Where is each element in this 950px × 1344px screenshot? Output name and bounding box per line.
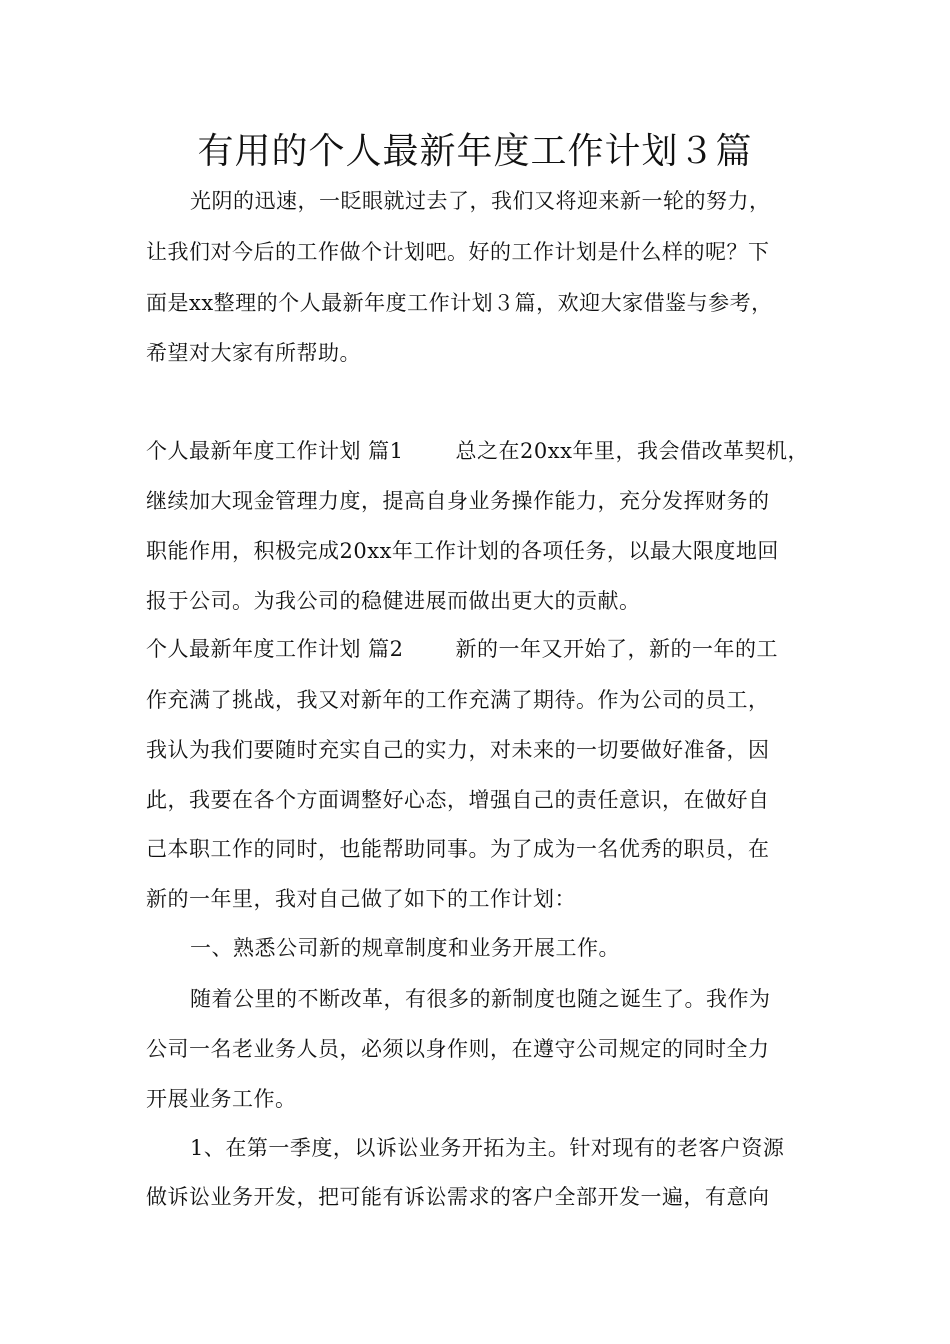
body-line-5: 做诉讼业务开发，把可能有诉讼需求的客户全部开发一遍，有意向	[146, 1185, 770, 1209]
intro-line-2: 让我们对今后的工作做个计划吧。好的工作计划是什么样的呢？下	[146, 240, 770, 264]
body-line-4: 1、在第一季度，以诉讼业务开拓为主。针对现有的老客户资源	[190, 1136, 785, 1160]
document-title: 有用的个人最新年度工作计划３篇	[197, 131, 753, 172]
plan-1-line-4: 报于公司。为我公司的稳健进展而做出更大的贡献。	[146, 589, 641, 613]
intro-line-3: 面是xx整理的个人最新年度工作计划３篇，欢迎大家借鉴与参考，	[146, 291, 773, 315]
body-line-2: 公司一名老业务人员，必须以身作则，在遵守公司规定的同时全力	[146, 1037, 770, 1061]
plan-1-heading: 个人最新年度工作计划 篇1	[146, 439, 404, 463]
plan-2-line-2: 作充满了挑战，我又对新年的工作充满了期待。作为公司的员工，	[146, 688, 770, 712]
plan-1-line-3: 职能作用，积极完成20xx年工作计划的各项任务，以最大限度地回	[146, 539, 779, 563]
intro-line-4: 希望对大家有所帮助。	[146, 341, 361, 365]
plan-2-line	[146, 634, 778, 664]
plan-2-line-3: 我认为我们要随时充实自己的实力，对未来的一切要做好准备，因	[146, 738, 770, 762]
body-line-3: 开展业务工作。	[146, 1087, 297, 1111]
body-line-1: 随着公里的不断改革，有很多的新制度也随之诞生了。我作为	[190, 987, 771, 1011]
section-heading-1: 一、熟悉公司新的规章制度和业务开展工作。	[190, 936, 620, 960]
plan-2-line-4: 此，我要在各个方面调整好心态，增强自己的责任意识，在做好自	[146, 788, 770, 812]
plan-2-line-6: 新的一年里，我对自己做了如下的工作计划：	[146, 887, 576, 911]
plan-1-text-start: 总之在20xx年里，我会借改革契机，	[455, 439, 809, 463]
plan-1-line-2: 继续加大现金管理力度，提高自身业务操作能力，充分发挥财务的	[146, 489, 770, 513]
plan-1-line	[146, 436, 809, 466]
plan-2-line-5: 己本职工作的同时，也能帮助同事。为了成为一名优秀的职员，在	[146, 837, 770, 861]
plan-2-heading: 个人最新年度工作计划 篇2	[146, 637, 404, 661]
intro-line-1: 光阴的迅速，一眨眼就过去了，我们又将迎来新一轮的努力，	[190, 189, 771, 213]
plan-2-text-start: 新的一年又开始了，新的一年的工	[455, 637, 779, 661]
